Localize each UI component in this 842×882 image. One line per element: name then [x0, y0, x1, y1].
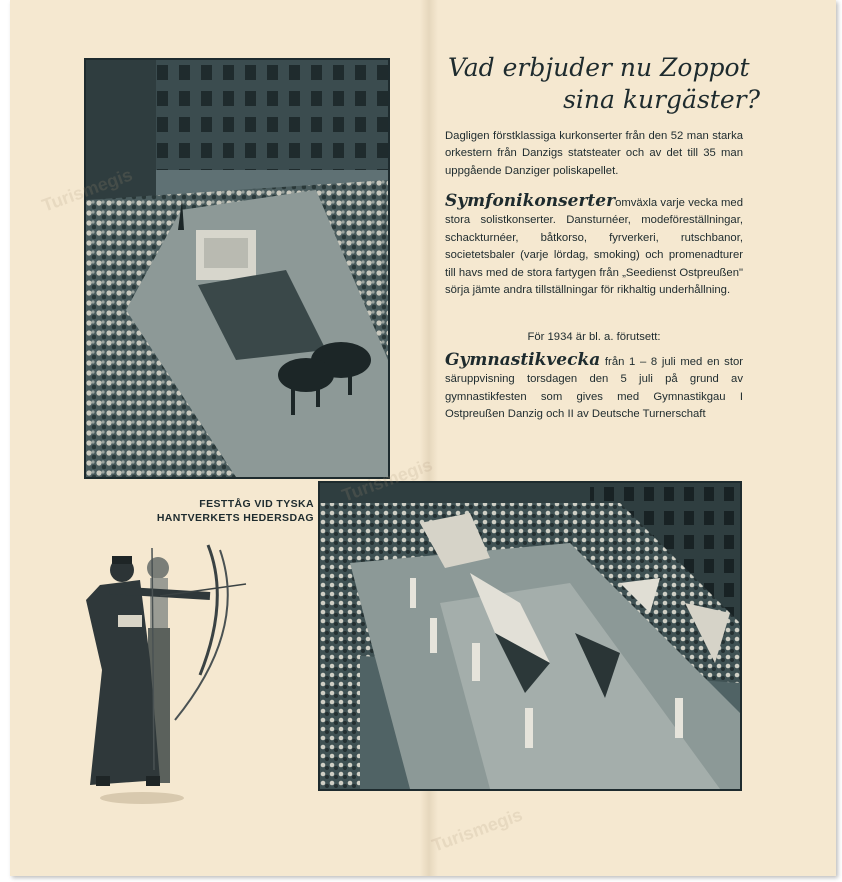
- paragraph-gymnastics-lead: Gymnastikvecka: [445, 350, 601, 370]
- parade-photo: [84, 58, 390, 479]
- watermark-3: Turismegis: [429, 804, 526, 856]
- caption-line-1: FESTTÅG VID TYSKA: [199, 498, 314, 510]
- paragraph-gymnastics-text: från 1 – 8 juli med en stor säruppvisning torsdagen den 5 juli på grund av gymnastikfesten som gives med Gymnastikgau I Ostpreußen Danzig och II av Deutsche Turnerschaft: [445, 356, 743, 421]
- gymnastics-flags-photo: [318, 481, 742, 791]
- caption-line-2: HANTVERKETS HEDERSDAG: [156, 512, 314, 524]
- brochure-page: [10, 0, 836, 876]
- headline: [440, 52, 770, 116]
- paragraph-concerts: Dagligen förstklassiga kurkonserter från den 52 man starka orkestern från Danzigs statsteater och av det till 35 man uppgående Danziger poliskapellet.: [445, 130, 743, 177]
- photo-caption: [110, 497, 314, 525]
- paragraph-symphony-text: omväxla varje vecka med stora solistkonserter. Dansturnéer, modeföreställningar, schackturnéer, båtkorso, fyrverkeri, rutschbanor, societetsbaler (varje lördag, smoking) och promenadturer till havs med de stora fartygen från „Seedienst Ostpreußen" sörja jämte andra tillställningar för rikhaltig underhållning.: [445, 197, 743, 297]
- paragraph-symphony-lead: Symfonikonserter: [445, 191, 616, 211]
- archers-illustration: [80, 540, 250, 806]
- paragraph-gymnastics: [445, 352, 743, 424]
- headline-line-1: Vad erbjuder nu Zoppot: [448, 53, 750, 82]
- paragraph-symphony: [445, 193, 743, 299]
- paragraph-plans-1934: För 1934 är bl. a. förutsett:: [527, 331, 661, 343]
- headline-line-2: sina kurgäster?: [563, 85, 760, 114]
